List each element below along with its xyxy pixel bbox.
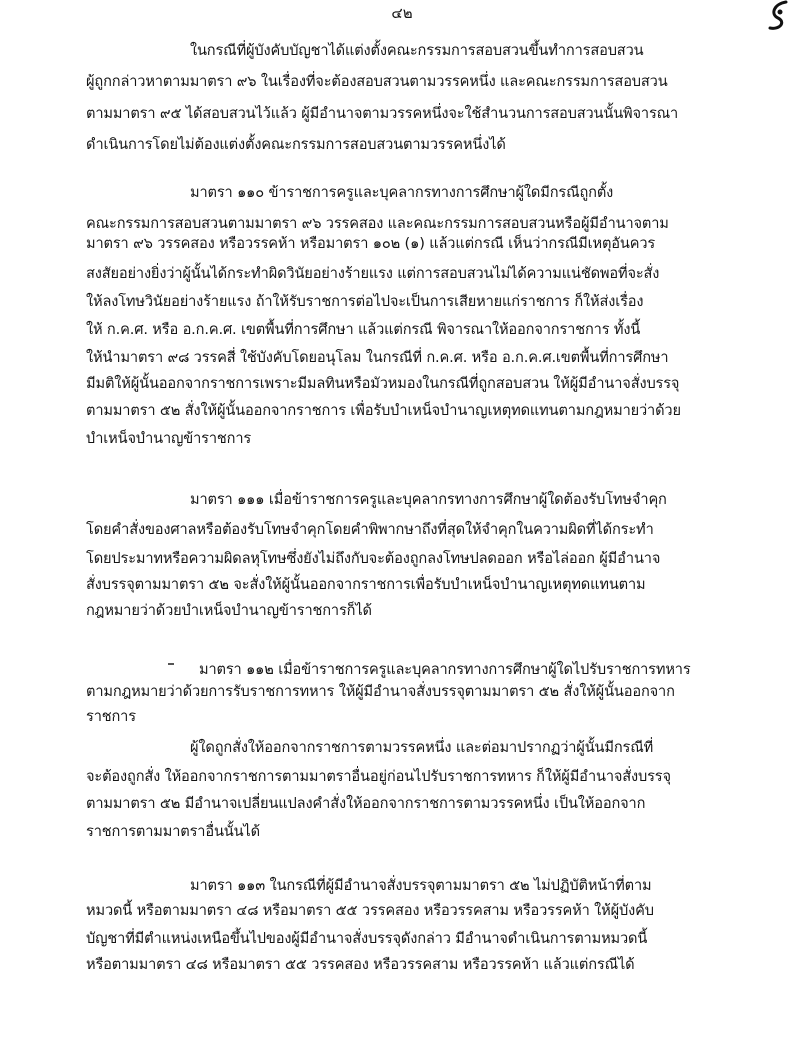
text-line: มาตรา ๙๖ วรรคสอง หรือวรรคห้า หรือมาตรา ๑๐๒ (๑) แล้วแต่กรณี เห็นว่ากรณีมีเหตุอันควร (86, 235, 656, 252)
text-line: ตามกฎหมายว่าด้วยการรับราชการทหาร ให้ผู้มีอำนาจสั่งบรรจุตามมาตรา ๕๒ สั่งให้ผู้นั้นออกจาก (86, 683, 675, 700)
text-line: ในกรณีที่ผู้บังคับบัญชาได้แต่งตั้งคณะกรรมการสอบสวนขึ้นทำการสอบสวน (190, 42, 644, 59)
text-line: ให้นำมาตรา ๙๘ วรรคสี่ ใช้บังคับโดยอนุโลม ในกรณีที่ ก.ค.ศ. หรือ อ.ก.ค.ศ.เขตพื้นที่การศึกษา (86, 349, 669, 366)
section-heading-line: มาตรา ๑๑๒ เมื่อข้าราชการครูและบุคลากรทางการศึกษาผู้ใดไปรับราชการทหาร (199, 661, 691, 678)
text-line: มีมติให้ผู้นั้นออกจากราชการเพราะมีมลทินหรือมัวหมองในกรณีที่ถูกสอบสวน ให้ผู้มีอำนาจสั่งบรรจุ (86, 375, 680, 392)
text-line: บัญชาที่มีตำแหน่งเหนือขึ้นไปของผู้มีอำนาจสั่งบรรจุดังกล่าว มีอำนาจดำเนินการตามหมวดนี้ (86, 930, 648, 947)
section-heading-line: มาตรา ๑๑๑ เมื่อข้าราชการครูและบุคลากรทางการศึกษาผู้ใดต้องรับโทษจำคุก (190, 491, 667, 508)
text-line: โดยคำสั่งของศาลหรือต้องรับโทษจำคุกโดยคำพิพากษาถึงที่สุดให้จำคุกในความผิดที่ได้กระทำ (86, 521, 654, 538)
stray-mark (168, 663, 174, 665)
text-line: กฎหมายว่าด้วยบำเหน็จบำนาญข้าราชการก็ได้ (86, 602, 372, 619)
text-line: โดยประมาทหรือความผิดลหุโทษซึ่งยังไม่ถึงกับจะต้องถูกลงโทษปลดออก หรือไล่ออก ผู้มีอำนาจ (86, 550, 661, 567)
text-line: ตามมาตรา ๙๕ ได้สอบสวนไว้แล้ว ผู้มีอำนาจตามวรรคหนึ่งจะใช้สำนวนการสอบสวนนั้นพิจารณา (86, 105, 679, 122)
text-line: ราชการ (86, 708, 136, 725)
text-line: ตามมาตรา ๕๒ มีอำนาจเปลี่ยนแปลงคำสั่งให้ออกจากราชการตามวรรคหนึ่ง เป็นให้ออกจาก (86, 795, 646, 812)
section-heading-line: มาตรา ๑๑๐ ข้าราชการครูและบุคลากรทางการศึกษาผู้ใดมีกรณีถูกตั้ง (190, 184, 614, 201)
text-line: สั่งบรรจุตามมาตรา ๕๒ จะสั่งให้ผู้นั้นออกจากราชการเพื่อรับบำเหน็จบำนาญเหตุทดแทนตาม (86, 576, 646, 593)
text-line: ดำเนินการโดยไม่ต้องแต่งตั้งคณะกรรมการสอบสวนตามวรรคหนึ่งได้ (86, 136, 506, 153)
page-number: ๔๒ (391, 4, 413, 22)
text-line: ให้ ก.ค.ศ. หรือ อ.ก.ค.ศ. เขตพื้นที่การศึกษา แล้วแต่กรณี พิจารณาให้ออกจากราชการ ทั้งนี้ (86, 321, 641, 338)
text-line: หรือตามมาตรา ๔๘ หรือมาตรา ๕๕ วรรคสอง หรือวรรคสาม หรือวรรคห้า แล้วแต่กรณีได้ (86, 956, 635, 973)
text-line: หมวดนี้ หรือตามมาตรา ๔๘ หรือมาตรา ๕๕ วรรคสอง หรือวรรคสาม หรือวรรคห้า ให้ผู้บังคับ (86, 902, 654, 919)
text-line: ผู้ถูกกล่าวหาตามมาตรา ๙๖ ในเรื่องที่จะต้องสอบสวนตามวรรคหนึ่ง และคณะกรรมการสอบสวน (86, 73, 668, 90)
text-line: คณะกรรมการสอบสวนตามมาตรา ๙๖ วรรคสอง และคณะกรรมการสอบสวนหรือผู้มีอำนาจตาม (86, 215, 669, 232)
text-line: สงสัยอย่างยิ่งว่าผู้นั้นได้กระทำผิดวินัยอย่างร้ายแรง แต่การสอบสวนไม่ได้ความแน่ชัดพอที่จะสั่ง (86, 265, 660, 282)
text-line: ตามมาตรา ๕๒ สั่งให้ผู้นั้นออกจากราชการ เพื่อรับบำเหน็จบำนาญเหตุทดแทนตามกฎหมายว่าด้วย (86, 402, 681, 419)
text-line: จะต้องถูกสั่ง ให้ออกจากราชการตามมาตราอื่นอยู่ก่อนไปรับราชการทหาร ก็ให้ผู้มีอำนาจสั่งบรรจุ (86, 768, 671, 785)
text-line: ผู้ใดถูกสั่งให้ออกจากราชการตามวรรคหนึ่ง และต่อมาปรากฏว่าผู้นั้นมีกรณีที่ (190, 739, 654, 756)
handwritten-mark-icon (756, 0, 800, 38)
text-line: บำเหน็จบำนาญข้าราชการ (86, 430, 252, 447)
section-heading-line: มาตรา ๑๑๓ ในกรณีที่ผู้มีอำนาจสั่งบรรจุตามมาตรา ๕๒ ไม่ปฏิบัติหน้าที่ตาม (190, 877, 652, 894)
text-line: ราชการตามมาตราอื่นนั้นได้ (86, 823, 260, 840)
text-line: ให้ลงโทษวินัยอย่างร้ายแรง ถ้าให้รับราชการต่อไปจะเป็นการเสียหายแก่ราชการ ก็ให้ส่งเรื่อง (86, 293, 644, 310)
